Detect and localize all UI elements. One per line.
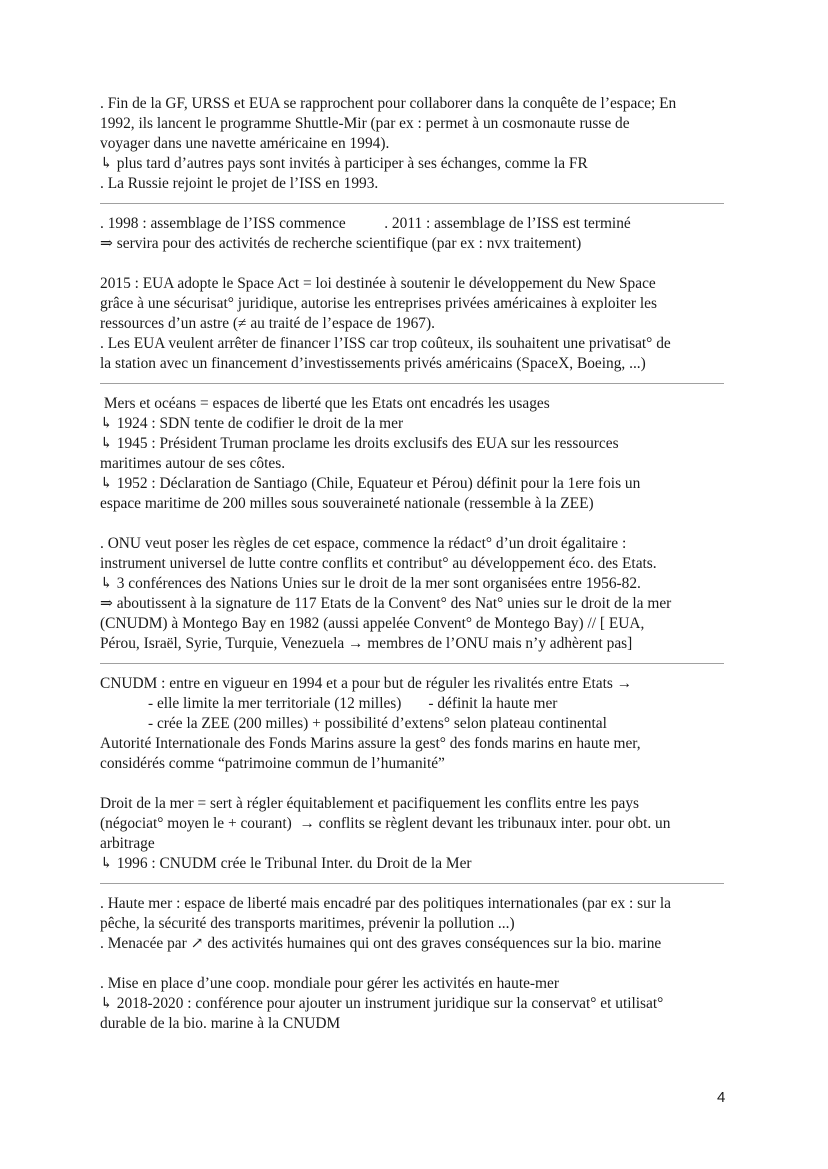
text-line: (négociat° moyen le + courant) → conflits se règlent devant les tribunaux inter. pour obt. un (100, 815, 671, 832)
text-line: . Les EUA veulent arrêter de financer l’ISS car trop coûteux, ils souhaitent une privatisat° de (100, 335, 671, 352)
text-line: maritimes autour de ses côtes. (100, 455, 286, 472)
text-line: ↳ 1924 : SDN tente de codifier le droit de la mer (100, 415, 404, 432)
text-line: . La Russie rejoint le projet de l’ISS en 1993. (100, 175, 379, 192)
text-line: la station avec un financement d’investissements privés américains (SpaceX, Boeing, ...) (100, 355, 646, 372)
section-divider (100, 654, 724, 674)
text-line: ↳ 2018-2020 : conférence pour ajouter un instrument juridique sur la conservat° et utilisat° (100, 995, 664, 1012)
text-line: 2015 : EUA adopte le Space Act = loi destinée à soutenir le développement du New Space (100, 275, 656, 292)
text-line: . ONU veut poser les règles de cet espace, commence la rédact° d’un droit égalitaire : (100, 535, 627, 552)
text-line: instrument universel de lutte contre conflits et contribut° au développement éco. des Etats. (100, 555, 657, 572)
page-number: 4 (717, 1089, 726, 1106)
text-line: . Fin de la GF, URSS et EUA se rapprochent pour collaborer dans la conquête de l’espace; En (100, 95, 677, 112)
text-line: espace maritime de 200 milles sous souveraineté nationale (ressemble à la ZEE) (100, 495, 594, 512)
text-line: . Haute mer : espace de liberté mais encadré par des politiques internationales (par ex : sur la (100, 895, 671, 912)
text-line: - crée la ZEE (200 milles) + possibilité d’extens° selon plateau continental (148, 715, 607, 732)
text-line: ↳ 1952 : Déclaration de Santiago (Chile, Equateur et Pérou) définit pour la 1ere fois un (100, 475, 641, 492)
text-line: Mers et océans = espaces de liberté que les Etats ont encadrés les usages (100, 395, 550, 412)
text-line: ⇒ aboutissent à la signature de 117 Etats de la Convent° des Nat° unies sur le droit de la mer (100, 595, 672, 612)
text-line: ↳ 3 conférences des Nations Unies sur le droit de la mer sont organisées entre 1956-82. (100, 575, 641, 592)
text-line: . Mise en place d’une coop. mondiale pour gérer les activités en haute-mer (100, 975, 559, 992)
text-line: Droit de la mer = sert à régler équitablement et pacifiquement les conflits entre les pays (100, 795, 640, 812)
document-page (100, 94, 724, 1034)
text-line: - elle limite la mer territoriale (12 milles) - définit la haute mer (148, 695, 558, 712)
text-line: Autorité Internationale des Fonds Marins assure la gest° des fonds marins en haute mer, (100, 735, 641, 752)
text-line: ↳ 1945 : Président Truman proclame les droits exclusifs des EUA sur les ressources (100, 435, 619, 452)
section-divider (100, 194, 724, 214)
text-line: voyager dans une navette américaine en 1994). (100, 135, 390, 152)
text-line: ↳ 1996 : CNUDM crée le Tribunal Inter. du Droit de la Mer (100, 855, 472, 872)
text-line: considérés comme “patrimoine commun de l’humanité” (100, 755, 445, 772)
text-line: CNUDM : entre en vigueur en 1994 et a pour but de réguler les rivalités entre Etats → (100, 675, 633, 692)
text-line: durable de la bio. marine à la CNUDM (100, 1015, 341, 1032)
text-line: ↳ plus tard d’autres pays sont invités à participer à ses échanges, comme la FR (100, 155, 588, 172)
text-line: pêche, la sécurité des transports maritimes, prévenir la pollution ...) (100, 915, 515, 932)
text-line: arbitrage (100, 835, 155, 852)
text-line: (CNUDM) à Montego Bay en 1982 (aussi appelée Convent° de Montego Bay) // [ EUA, (100, 615, 645, 632)
text-line: . Menacée par ↗ des activités humaines qui ont des graves conséquences sur la bio. marine (100, 935, 662, 952)
text-line: 1992, ils lancent le programme Shuttle-Mir (par ex : permet à un cosmonaute russe de (100, 115, 630, 132)
section-divider (100, 874, 724, 894)
text-line: . 1998 : assemblage de l’ISS commence . 2011 : assemblage de l’ISS est terminé (100, 215, 631, 232)
text-line: ⇒ servira pour des activités de recherche scientifique (par ex : nvx traitement) (100, 235, 582, 252)
text-line: ressources d’un astre (≠ au traité de l’espace de 1967). (100, 315, 435, 332)
text-line: Pérou, Israël, Syrie, Turquie, Venezuela → membres de l’ONU mais n’y adhèrent pas] (100, 635, 633, 652)
section-divider (100, 374, 724, 394)
text-line: grâce à une sécurisat° juridique, autorise les entreprises privées américaines à exploiter les (100, 295, 657, 312)
